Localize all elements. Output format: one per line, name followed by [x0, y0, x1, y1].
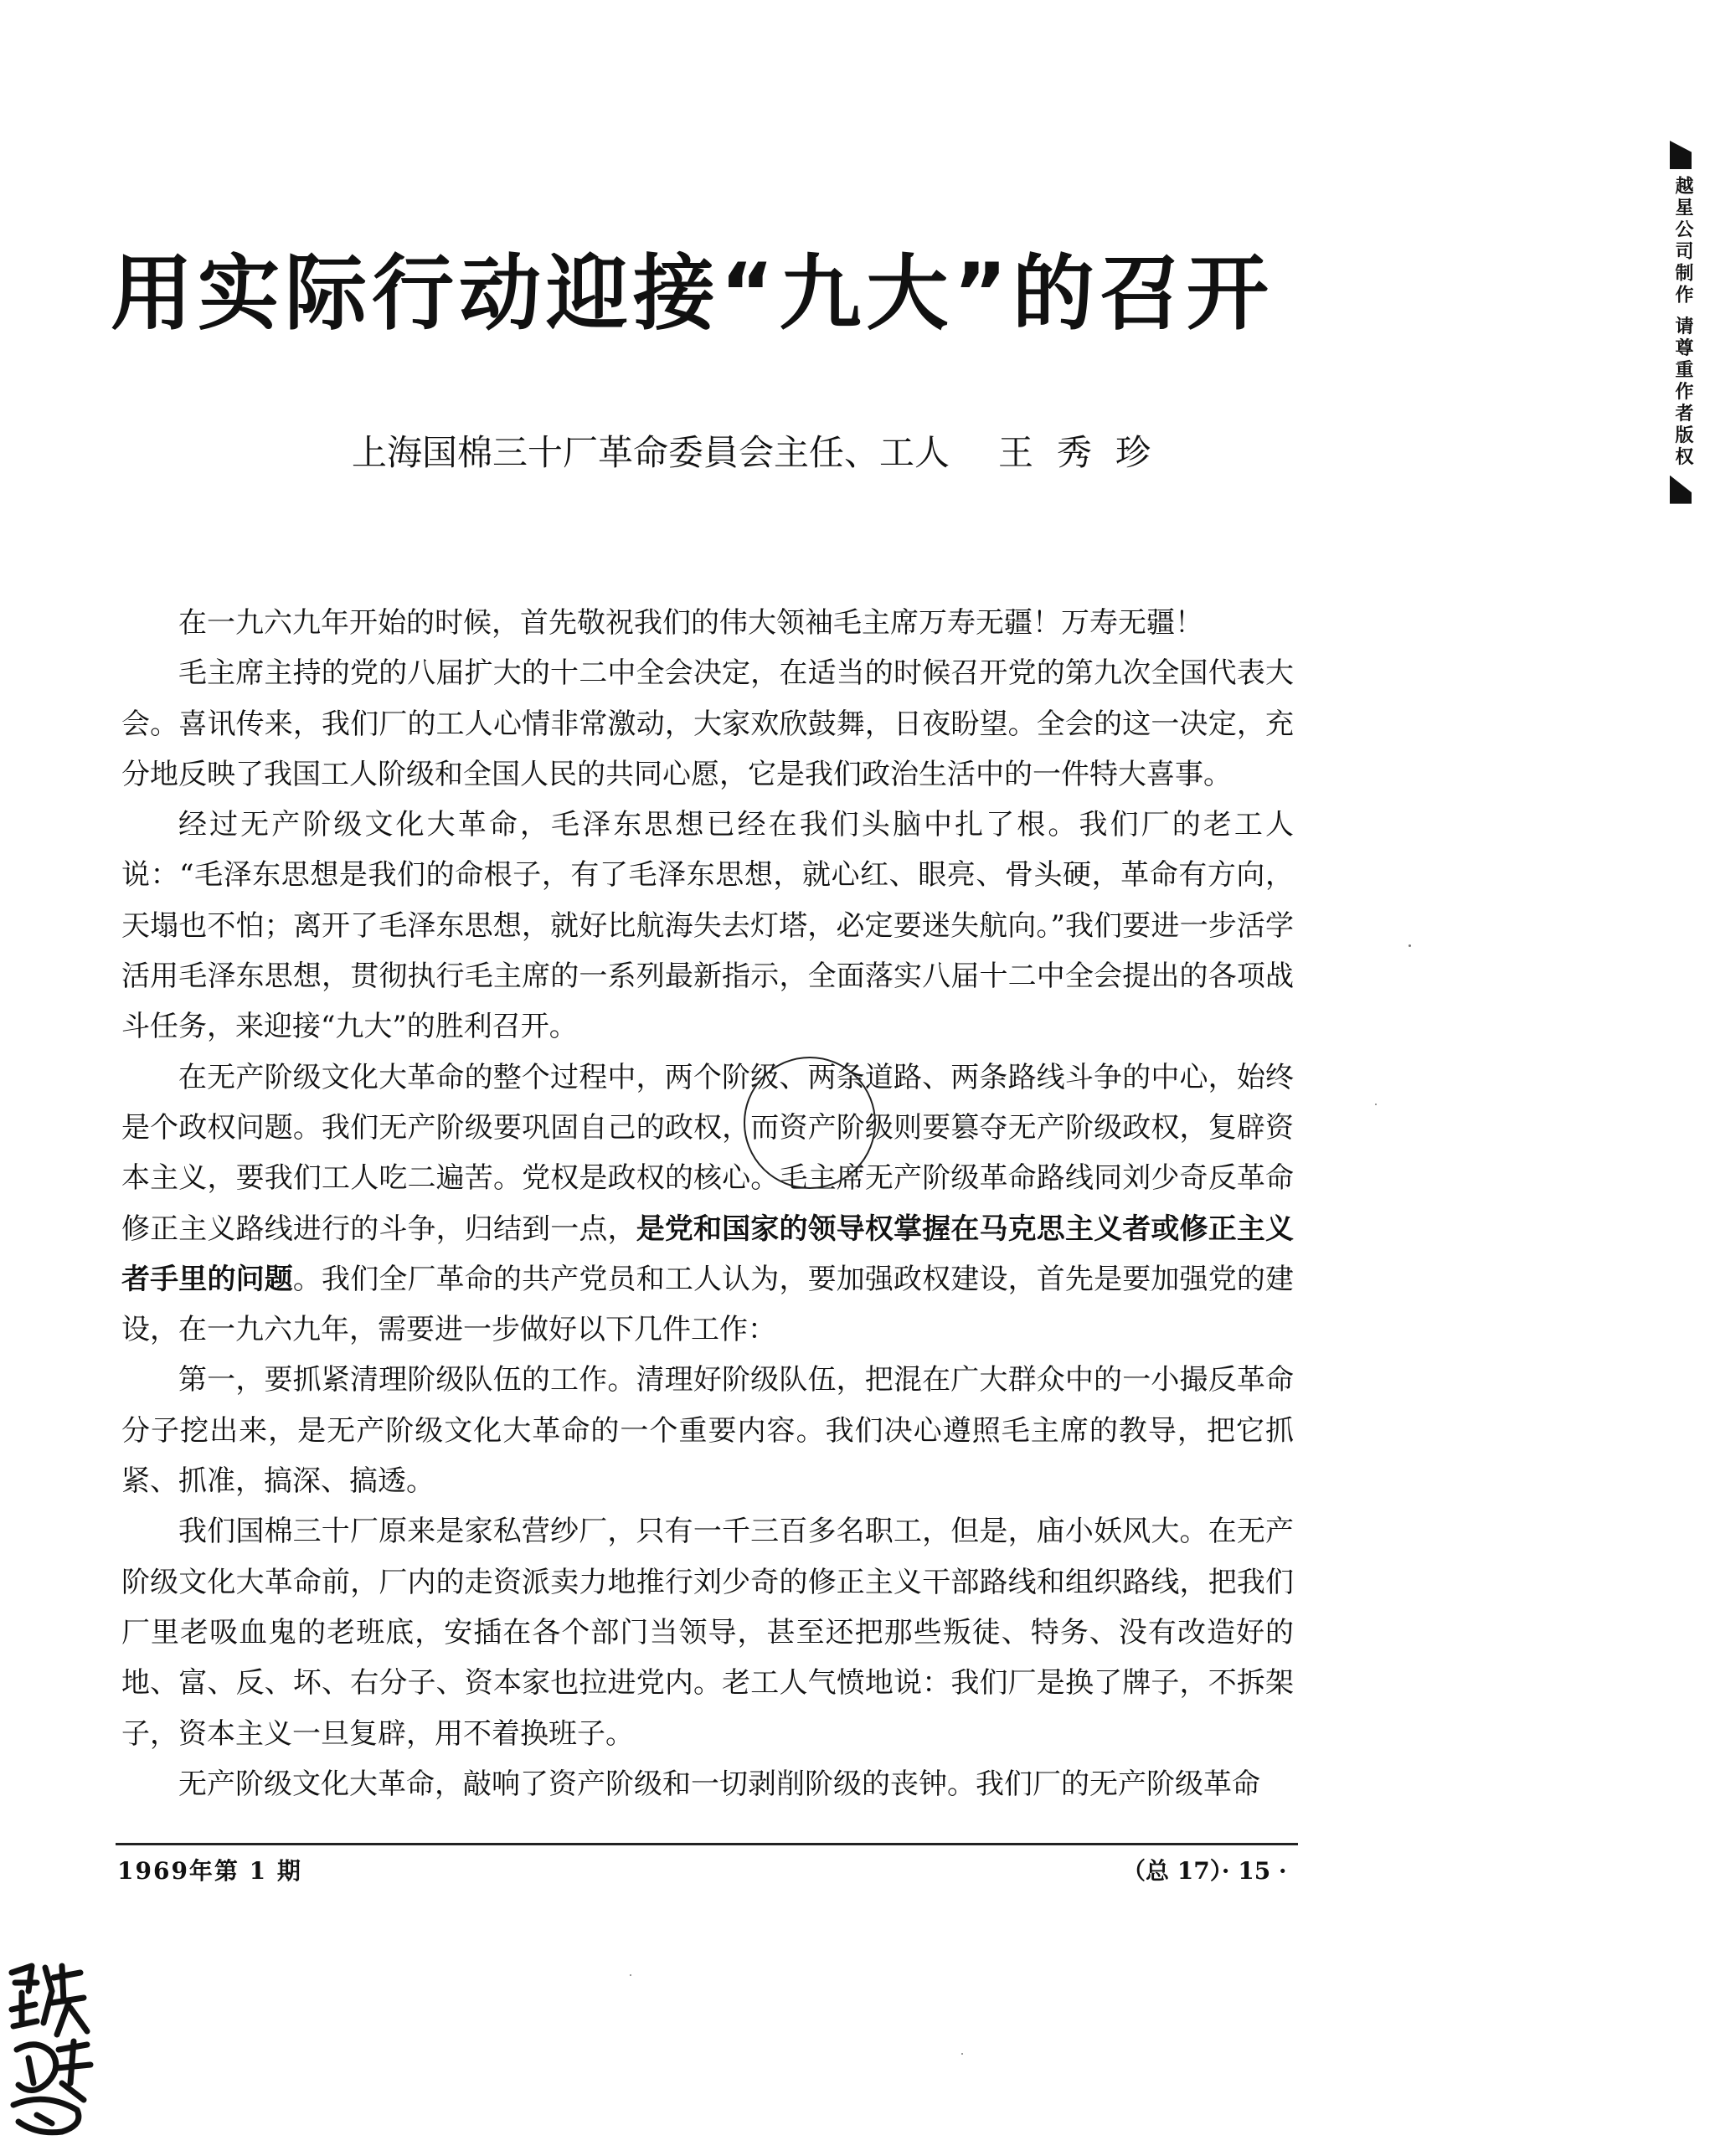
paper-speck: [961, 2053, 963, 2055]
paragraph-text: 。我们全厂革命的共产党员和工人认为，要加强政权建设，首先是要加强党的建设，在一九六九年，需要进一步做好以下几件工作：: [121, 1262, 1295, 1347]
author-name: 王秀珍: [998, 432, 1175, 473]
issue-label: 1969年第 1 期: [117, 1857, 302, 1885]
paragraph: [121, 1052, 1294, 1356]
bold-emphasis: 是党和国家的领导权掌握在马克思主义者或修正主义者手里的问题: [121, 1212, 1295, 1296]
paper-speck: [1375, 1104, 1377, 1105]
paper-speck: [630, 1974, 631, 1976]
paragraph: 第一，要抓紧清理阶级队伍的工作。清理好阶级队伍，把混在广大群众中的一小撮反革命分子挖出来，是无产阶级文化大革命的一个重要内容。我们决心遵照毛主席的教导，把它抓紧、抓准，搞深、搞透。: [121, 1363, 1294, 1499]
paragraph-text: 在无产阶级文化大革命的整个过程中，两个阶级、两条道路、两条路线斗争的中心，始终是个政权问题。我们无产阶级要巩固自己的政权，而资产阶级则要篡夺无产阶级政权，复辟资本主义，要我们工人吃二遍苦。党权是政权的核心。毛主席无产阶级革命路线同刘少奇反革命修正主义路线进行的斗争，归结到一点，: [121, 1060, 1294, 1246]
seal-stamp-icon: [3, 1958, 97, 2142]
paragraph: 经过无产阶级文化大革命，毛泽东思想已经在我们头脑中扎了根。我们厂的老工人说：“毛泽东思想是我们的命根子，有了毛泽东思想，就心红、眼亮、骨头硬，革命有方向，天塌也不怕；离开了毛泽东思想，就好比航海失去灯塔，必定要迷失航向。”我们要进一步活学活用毛泽东思想，贯彻执行毛主席的一系列最新指示，全面落实八届十二中全会提出的各项战斗任务，来迎接“九大”的胜利召开。: [121, 808, 1294, 1044]
paragraph: 在一九六九年开始的时候，首先敬祝我们的伟大领袖毛主席万寿无疆！万寿无疆！: [178, 606, 1203, 640]
hand-drawn-circle: [744, 1057, 876, 1189]
paragraph: 无产阶级文化大革命，敲响了资产阶级和一切剥削阶级的丧钟。我们厂的无产阶级革命: [178, 1767, 1260, 1801]
author-affiliation: 上海国棉三十厂革命委員会主任、工人: [352, 432, 950, 473]
paragraph: 毛主席主持的党的八届扩大的十二中全会决定，在适当的时候召开党的第九次全国代表大会。喜讯传来，我们厂的工人心情非常激动，大家欢欣鼓舞，日夜盼望。全会的这一决定，充分地反映了我国工人阶级和全国人民的共同心愿，它是我们政治生活中的一件特大喜事。: [121, 656, 1294, 791]
paragraph: 我们国棉三十厂原来是家私营纱厂，只有一千三百多名职工，但是，庙小妖风大。在无产阶级文化大革命前，厂内的走资派卖力地推行刘少奇的修正主义干部路线和组织路线，把我们厂里老吸血鬼的老班底，安插在各个部门当领导，甚至还把那些叛徒、特务、没有改造好的地、富、反、坏、右分子、资本家也拉进党内。老工人气愤地说：我们厂是换了牌子，不拆架子，资本主义一旦复辟，用不着换班子。: [121, 1515, 1294, 1751]
byline: [352, 425, 1174, 476]
copyright-text: 越星公司制作 请尊重作者版权: [1672, 176, 1693, 469]
side-bar-bottom: [1670, 476, 1692, 504]
article-title: 用实际行动迎接“九大”的召开: [111, 246, 1274, 342]
side-bar-top: [1670, 141, 1692, 169]
footer-divider: [116, 1843, 1298, 1845]
page-number: （总 17）· 15 ·: [1122, 1857, 1287, 1885]
side-copyright-note: [1665, 141, 1698, 504]
article-body: [121, 598, 1294, 1809]
paper-speck: [1409, 944, 1411, 947]
